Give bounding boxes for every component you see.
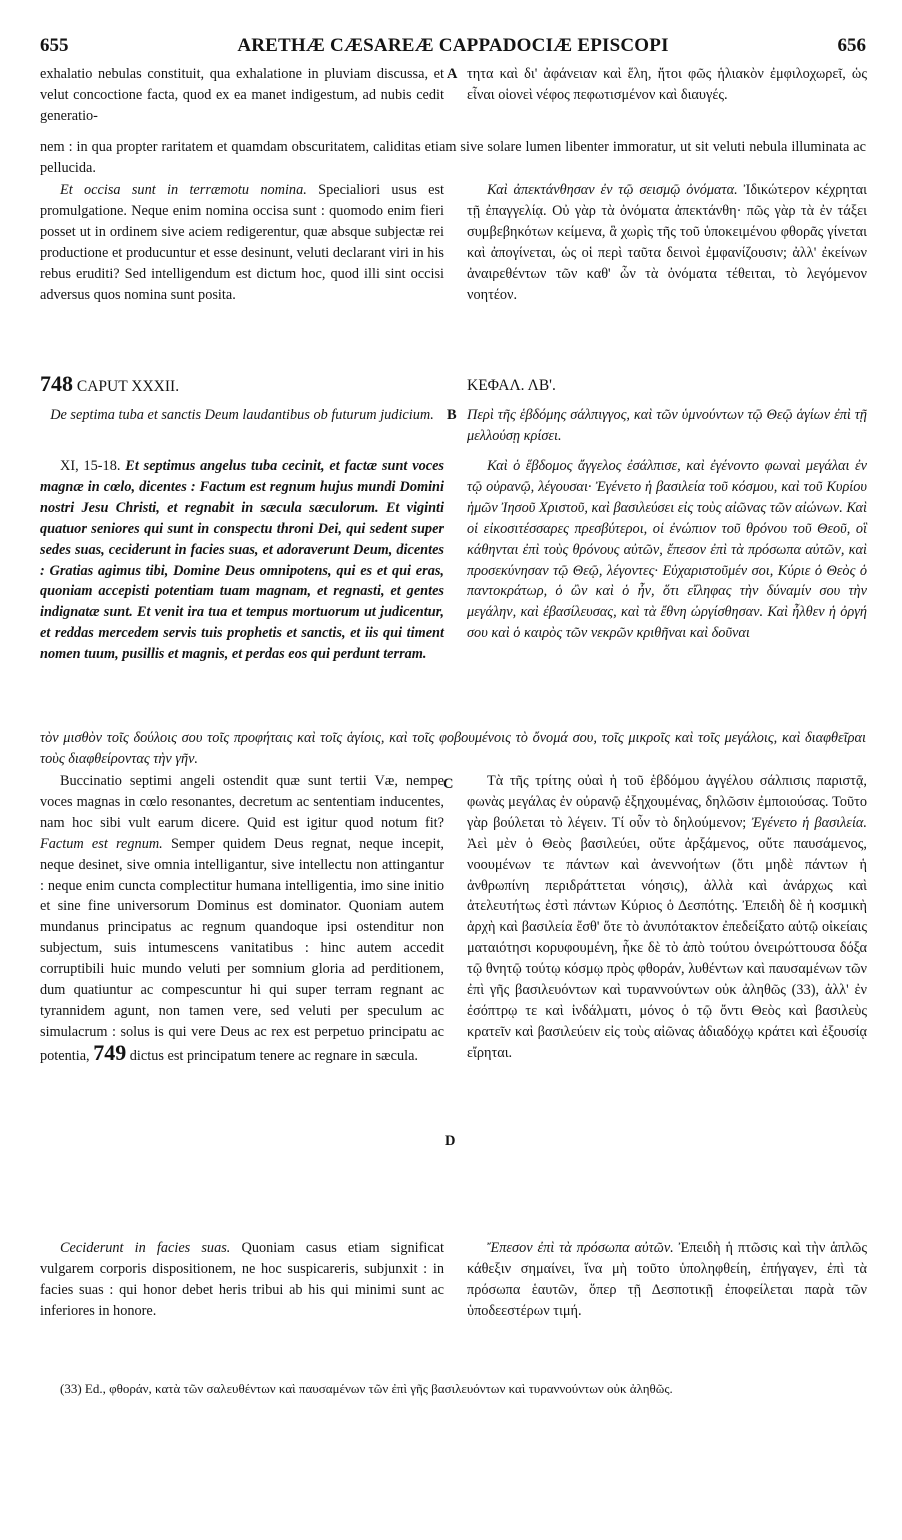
commentary-text: Τὰ τῆς τρίτης οὐαὶ ἡ τοῦ ἑβδόμου ἀγγέλου σάλπισις παριστᾷ, φωνὰς μεγάλας ἐν οὐρανῷ ἐξηχουμένας, δηλῶσιν ἐμποιούσας. Τοῦτο γὰρ βούλεται τὸ λέγειν. Τί οὖν τὸ δηλούμενον; — [467, 773, 867, 831]
chapter-subtitle: Περὶ τῆς ἑβδόμης σάλπιγγος, καὶ τῶν ὑμνούντων τῷ Θεῷ ἁγίων ἐπὶ τῇ μελλούσῃ κρίσει. — [467, 407, 867, 444]
greek-paragraph: τὸν μισθὸν τοῖς δούλοις σου τοῖς προφήταις καὶ τοῖς ἁγίοις, καὶ τοῖς φοβουμένοις τὸ ὄνομά σου, τοῖς μικροῖς καὶ τοῖς μεγάλοις, καὶ διαφθεῖραι τοὺς διαφθείροντας τὴν γῆν. — [40, 730, 866, 767]
latin-paragraph — [40, 456, 444, 665]
lemma: Factum est regnum. — [40, 835, 163, 852]
greek-column-intro — [467, 64, 867, 106]
lemma: Ἐγένετο ἡ βασιλεία. — [751, 814, 867, 831]
scripture-text: Et septimus angelus tuba cecinit, et factæ sunt voces magnæ in cœlo, dicentes : Factum est regnum hujus mundi Domini nostri Jesu Christi, et regnabit in sæcula sæculorum. Et viginti quatuor seniores qui sunt in conspectu throni Dei, qui sedent super sedes suas, ceciderunt in facies suas, et adoraverunt Deum, dicentes : Gratias agimus tibi, Domine Deus omnipotens, qui es et qui eras, quoniam accepisti potentiam tuam magnam, et regnasti, et gentes indignatæ sunt. Et venit ira tua et tempus mortuorum ut judicentur, et reddas mercedem servis tuis prophetis et sanctis, et iis qui timent nomen tuum, pusillis et magnis, et perdas eos qui perdunt terram. — [40, 458, 444, 663]
latin-fullwidth-continuation — [40, 137, 866, 179]
greek-column-commentary-3 — [467, 1238, 867, 1322]
footnote — [40, 1381, 866, 1398]
page-number-right: 656 — [837, 35, 866, 56]
commentary-text: Ἀεὶ μὲν ὁ Θεὸς βασιλεύει, οὔτε ἀρξάμενος, οὔτε παυσάμενος, νοουμένων τε πάντων καὶ ἀνεννοήτων (ὅτι μηδὲ πάντων ἡ ἀνθρωπίνη περιδράττεται νόησις), ἀλλὰ καὶ ἀνάρχως καὶ ἀτελευτήτως ἐστὶ πάντων Κύριος ὁ Δεσπότης. Ἐπειδὴ δὲ ἡ κοσμικὴ ἀρχὴ καὶ βασιλεία ἔσθ' ὅτε τὸ ἀνυπότακτον ἐπεδείξατο αὐτῷ οἰκείαις ματαιότησι κορυφουμένη, ἧκε δὲ τὸ ἀπὸ τούτου ὀνειρώττουσα δόξα τῷ θνητῷ τούτῳ κόσμῳ πρὸς φθοράν, λυθέντων καὶ παυσαμένων τῶν ἐπὶ γῆς βασιλευόντων καὶ τυραννούντων οὐκ ἀληθῶς (33), ἀλλ' ἐν ἐσόπτρῳ τε καὶ ἰνδάλματι, μόνος ὁ τῷ ὄντι Θεὸς καὶ βασιλεὺς κρατεῖν καὶ βασιλεύειν εἰς τοὺς αἰῶνας ἀδιαδόχῳ κράτει καὶ ἐξουσίᾳ εἴρηται. — [467, 835, 867, 1061]
commentary-text: Ἐπειδὴ ἡ πτῶσις καὶ τὴν ἁπλῶς κάθεξιν σημαίνει, ἵνα μὴ τοῦτο ὑποληφθείη, ἐπήγαγεν, ἐπὶ τὰ πρόσωπα ἑαυτῶν, ὅπερ τῇ Δεσποτικῇ ἐποφείλεται παρὰ τῶν ὑποδεεστέρων τιμή. — [467, 1240, 867, 1319]
greek-paragraph — [467, 180, 867, 305]
footnote-text: (33) Ed., φθοράν, κατὰ τῶν σαλευθέντων καὶ παυσαμένων τῶν ἐπὶ γῆς βασιλευόντων καὶ τυραννούντων οὐκ ἀληθῶς. — [60, 1381, 673, 1396]
chapter-title: ΚΕΦΑΛ. ΛΒ'. — [467, 377, 556, 394]
lemma: Ceciderunt in facies suas. — [60, 1240, 231, 1256]
greek-paragraph — [467, 771, 867, 1064]
greek-column-commentary-2 — [467, 771, 867, 1064]
latin-column-commentary-1 — [40, 180, 444, 305]
greek-column-scripture — [467, 456, 867, 644]
latin-paragraph: exhalatio nebulas constituit, qua exhalatione in pluviam discussa, et velut concoctione facta, quod ex ea manet indigestum, ad nubis cedit generatio- — [40, 66, 444, 124]
scripture-reference: XI, 15-18. — [60, 458, 121, 474]
commentary-text: Specialiori usus est promulgatione. Neque enim nomina occisa sunt : quomodo enim fieri posset ut in ordinem sive aciem redigerentur, quæ absque subjectæ rei productione et producuntur et esse desinunt, veluti declarant viri in his rebus eruditi? Sed intelligendum est dictum hoc, quod illi sint occisi adversus quos nomina sunt posita. — [40, 182, 445, 303]
margin-letter-d: D — [445, 1133, 456, 1149]
margin-letter-c: C — [443, 776, 454, 792]
chapter-subtitle: De septima tuba et sanctis Deum laudantibus ob futurum judicium. — [50, 407, 434, 423]
commentary-text: Ἰδικώτερον κέχρηται τῇ ἐπαγγελίᾳ. Οὐ γὰρ τὰ ὀνόματα ἀπεκτάνθη· πῶς γὰρ τὰ ἐν τάξει συμβεβηκότων κείμενα, ἃ χωρὶς τῆς τοῦ ὑποκειμένου φθορᾶς γίνεται καὶ ἀπογίνεται, ὡς οἱ περὶ ταῦτα δεινοὶ ἐμφανίζουσιν; ἀλλ' ἐκείνων ἀναιρεθέντων τῶν καθ' ὧν τὰ ὀνόματα τέθειται, τὸ λεγόμενον νοητέον. — [467, 182, 867, 303]
latin-column-intro — [40, 64, 444, 127]
latin-column-scripture — [40, 456, 444, 665]
latin-column-commentary-2 — [40, 771, 444, 1067]
running-head — [40, 35, 866, 65]
greek-paragraph: τητα καὶ δι' ἀφάνειαν καὶ ἕλη, ἤτοι φῶς ἡλιακὸν ἐμφιλοχωρεῖ, ὡς εἶναι οἱονεὶ νέφος πεφωτισμένον καὶ διαυγές. — [467, 66, 867, 103]
chapter-subtitle-greek — [467, 405, 867, 447]
margin-letter-a: A — [447, 66, 458, 82]
page-number-left: 655 — [40, 35, 69, 56]
greek-fullwidth-continuation — [40, 728, 866, 770]
lemma: Et occisa sunt in terræmotu nomina. — [60, 182, 307, 198]
latin-paragraph — [40, 771, 444, 1067]
column-number: 748 — [40, 371, 73, 396]
latin-paragraph: nem : in qua propter raritatem et quamdam obscuritatem, caliditas etiam sive solare lumen libenter immoratur, ut sit veluti nebula illuminata ac pellucida. — [40, 139, 866, 176]
latin-column-commentary-3 — [40, 1238, 444, 1322]
commentary-text: dictus est principatum tenere ac regnare in sæcula. — [126, 1047, 418, 1064]
chapter-heading-greek — [467, 376, 867, 397]
chapter-heading-latin — [40, 371, 444, 398]
greek-paragraph: Καὶ ὁ ἕβδομος ἄγγελος ἐσάλπισε, καὶ ἐγένοντο φωναὶ μεγάλαι ἐν τῷ οὐρανῷ, λέγουσαι· Ἐγένετο ἡ βασιλεία τοῦ κόσμου, καὶ τοῦ Κυρίου ἡμῶν Ἰησοῦ Χριστοῦ, καὶ βασιλεύσει εἰς τοὺς αἰῶνας τῶν αἰώνων. Καὶ οἱ εἰκοσιτέσσαρες πρεσβύτεροι, οἱ ἐνώπιον τοῦ θρόνου τοῦ Θεοῦ, οἳ κάθηνται ἐπὶ τοὺς θρόνους αὐτῶν, ἔπεσον ἐπὶ τὰ πρόσωπα αὐτῶν, καὶ προσεκύνησαν τῷ Θεῷ, λέγοντες· Εὐχαριστοῦμέν σοι, Κύριε ὁ Θεὸς ὁ παντοκράτωρ, ὁ ὢν καὶ ὁ ἦν, ὅτι εἴληφας τὴν δύναμίν σου τὴν μεγάλην, καὶ ἐβασίλευσας, καὶ τὰ ἔθνη ὠργίσθησαν. Καὶ ἦλθεν ἡ ὀργή σου καὶ ὁ καιρὸς τῶν νεκρῶν κριθῆναι καὶ δοῦναι — [467, 458, 867, 642]
lemma: Ἔπεσον ἐπὶ τὰ πρόσωπα αὐτῶν. — [487, 1240, 674, 1256]
commentary-text: Quoniam casus etiam significat vulgarem corporis dispositionem, ne hoc suspicareris, subjunxit : in facies suas : qui honor debet heris tribui ab his qui minimi sunt ac inferiores in honore. — [40, 1240, 445, 1319]
margin-letter-b: B — [447, 407, 457, 423]
column-number: 749 — [93, 1039, 127, 1065]
greek-column-commentary-1 — [467, 180, 867, 305]
commentary-text: Semper quidem Deus regnat, neque incepit, neque desinet, sive omnia intelligantur, sive intellectu non attingantur : neque enim cuncta complectitur humana intelligentia, imo sine initio et sine fine universorum Dominus est dominator. Quoniam autem mundanus principatus ac regnum quandoque ipsi ostenditur non subjectum, suis intumescens vanitatibus : hinc autem accedit corruptibili huic mundo veluti per somnium gloria ad perditionem, dum quatiuntur ac compescuntur hi qui super terram regnant ac tyrannidem agunt, non tamen vere, sed veluti per speculum ac simulacrum : solus is qui vere Deus ac rex est perpetuo principatu ac potentia, — [40, 835, 444, 1064]
latin-paragraph — [40, 180, 444, 305]
lemma: Καὶ ἀπεκτάνθησαν ἐν τῷ σεισμῷ ὀνόματα. — [487, 182, 738, 198]
running-title: ARETHÆ CÆSAREÆ CAPPADOCIÆ EPISCOPI — [237, 35, 669, 56]
chapter-title: CAPUT XXXII. — [76, 378, 180, 395]
chapter-subtitle-latin — [40, 405, 444, 426]
commentary-text: Buccinatio septimi angeli ostendit quæ sunt tertii Væ, nempe voces magnas in cœlo resonantes, decretum ac sententiam inducentes, nam hoc sibi vult earum dicere. Quid est igitur quod notum fit? — [40, 773, 444, 831]
greek-paragraph — [467, 1238, 867, 1322]
latin-paragraph — [40, 1238, 444, 1322]
